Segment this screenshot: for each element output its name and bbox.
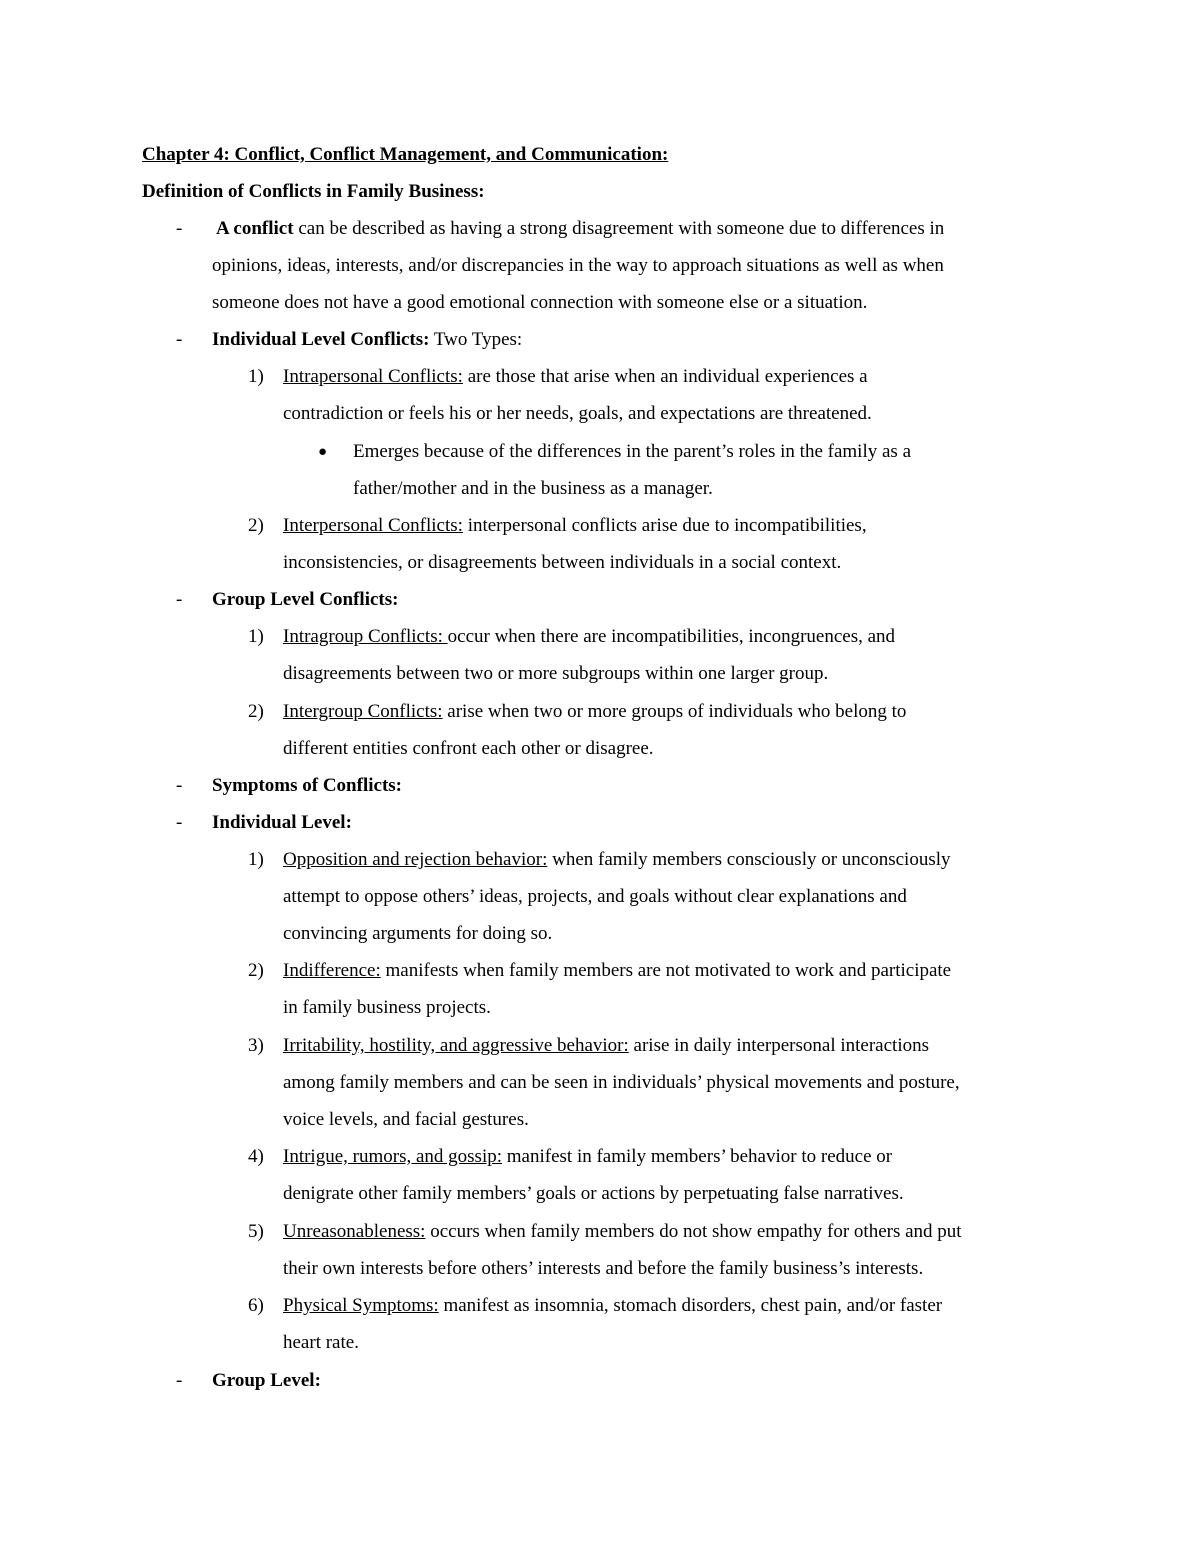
list-item-continuation: in family business projects. [283,997,491,1018]
list-number: 1) [248,849,264,870]
list-item-term: Physical Symptoms: [283,1295,439,1316]
list-item [283,1145,892,1169]
list-item [283,959,951,983]
list-item [283,1220,962,1244]
list-number: 4) [248,1146,264,1167]
intro-text: can be described as having a strong disagreement with someone due to differences in [293,218,945,239]
list-item-text: when family members consciously or unconsciously [547,849,951,870]
list-item-term: Opposition and rejection behavior: [283,849,548,870]
dash-marker: - [176,329,183,350]
list-item-continuation: convincing arguments for doing so. [283,923,553,944]
list-item-term: Intergroup Conflicts: [283,701,443,722]
list-number: 2) [248,960,264,981]
list-item-continuation: their own interests before others’ interests and before the family business’s interests. [283,1258,924,1279]
list-item-term: Indifference: [283,960,381,981]
list-item-continuation: contradiction or feels his or her needs, goals, and expectations are threatened. [283,403,872,424]
list-item [283,1294,942,1318]
individual-level-conflicts-label: Individual Level Conflicts: [212,329,430,350]
list-item-continuation: disagreements between two or more subgroups within one larger group. [283,663,829,684]
dash-marker: - [176,1370,183,1391]
list-item [283,514,867,538]
intro-line-1 [216,217,944,241]
chapter-title: Chapter 4: Conflict, Conflict Management, and Communication: [142,144,669,165]
symptoms-heading: Symptoms of Conflicts: [212,775,402,796]
list-item-continuation: attempt to oppose others’ ideas, projects, and goals without clear explanations and [283,886,907,907]
list-item [283,625,895,649]
individual-level-conflicts-suffix: Two Types: [429,329,523,350]
list-item-text: manifests when family members are not motivated to work and participate [380,960,952,981]
list-item [283,365,868,389]
definition-heading: Definition of Conflicts in Family Business: [142,181,485,202]
list-number: 1) [248,366,264,387]
intro-term: A conflict [216,218,294,239]
sub-bullet-line-1: Emerges because of the differences in the parent’s roles in the family as a [353,441,912,462]
group-level-conflicts-heading: Group Level Conflicts: [212,589,399,610]
list-item [283,1034,929,1058]
list-item-term: Intrapersonal Conflicts: [283,366,463,387]
list-number: 2) [248,515,264,536]
list-item-text: occur when there are incompatibilities, incongruences, and [447,626,896,647]
list-item-continuation: heart rate. [283,1332,359,1353]
list-item-text: manifest as insomnia, stomach disorders, chest pain, and/or faster [438,1295,943,1316]
list-item [283,700,906,724]
dash-marker: - [176,812,183,833]
bullet-icon: ● [318,444,328,460]
list-item-text: interpersonal conflicts arise due to incompatibilities, [462,515,867,536]
list-item-continuation: inconsistencies, or disagreements between individuals in a social context. [283,552,842,573]
dash-marker: - [176,589,183,610]
list-item [283,848,951,872]
list-item-text: are those that arise when an individual experiences a [462,366,868,387]
list-item-term: Unreasonableness: [283,1221,426,1242]
list-item-term: Interpersonal Conflicts: [283,515,463,536]
list-number: 5) [248,1221,264,1242]
list-item-text: arise when two or more groups of individuals who belong to [442,701,907,722]
individual-level-conflicts-heading [212,328,522,352]
list-item-term: Intrigue, rumors, and gossip: [283,1146,503,1167]
group-level-heading: Group Level: [212,1370,321,1391]
list-item-term: Intragroup Conflicts: [283,626,448,647]
list-number: 2) [248,701,264,722]
list-number: 1) [248,626,264,647]
list-item-continuation: among family members and can be seen in individuals’ physical movements and posture, [283,1072,960,1093]
dash-marker: - [176,775,183,796]
list-number: 3) [248,1035,264,1056]
list-item-term: Irritability, hostility, and aggressive behavior: [283,1035,629,1056]
individual-level-heading: Individual Level: [212,812,352,833]
intro-line-3: someone does not have a good emotional connection with someone else or a situation. [212,292,868,313]
list-number: 6) [248,1295,264,1316]
list-item-text: manifest in family members’ behavior to reduce or [502,1146,893,1167]
list-item-continuation: denigrate other family members’ goals or actions by perpetuating false narratives. [283,1183,904,1204]
list-item-continuation: different entities confront each other or disagree. [283,738,654,759]
dash-marker: - [176,218,183,239]
list-item-text: occurs when family members do not show empathy for others and put [425,1221,962,1242]
list-item-continuation: voice levels, and facial gestures. [283,1109,529,1130]
list-item-text: arise in daily interpersonal interactions [628,1035,930,1056]
sub-bullet-line-2: father/mother and in the business as a manager. [353,478,713,499]
intro-line-2: opinions, ideas, interests, and/or discrepancies in the way to approach situations as well as when [212,255,944,276]
